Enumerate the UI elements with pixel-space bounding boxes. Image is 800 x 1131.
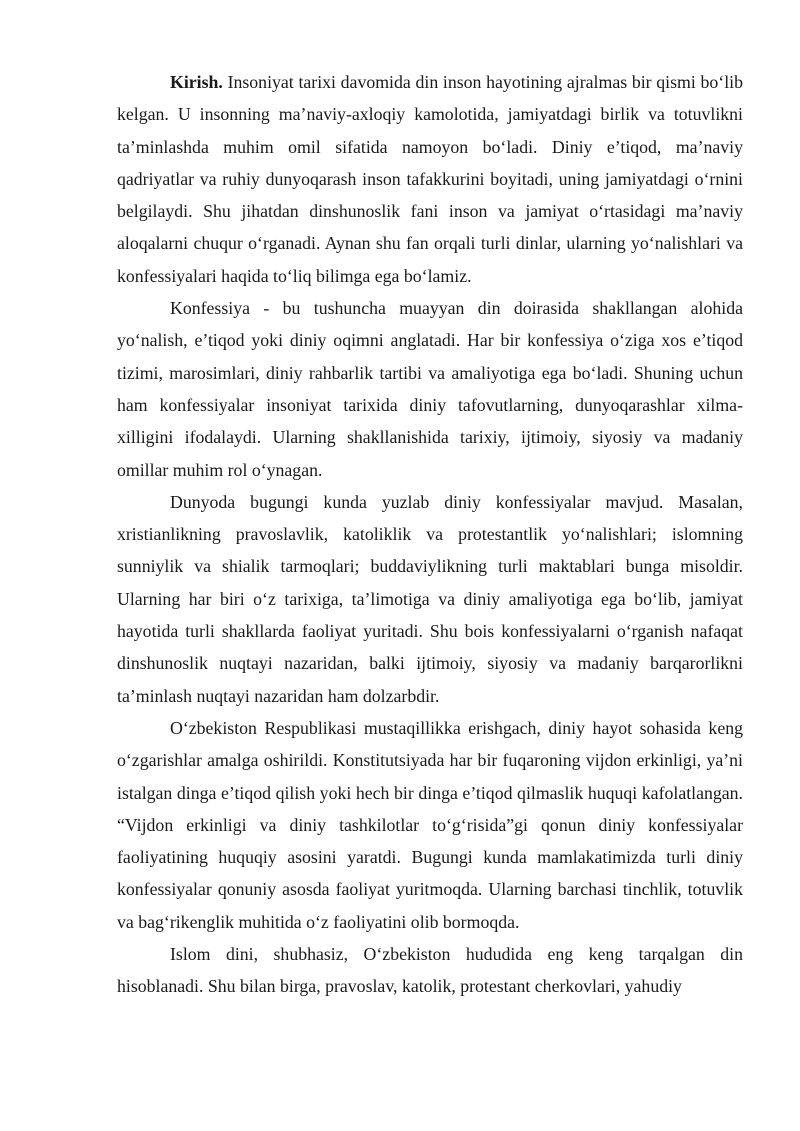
paragraph-islam: Islom dini, shubhasiz, O‘zbekiston hududida eng keng tarqalgan din hisoblanadi. Shu bilan birga, pravoslav, katolik, protestant cherkovlari, yahudiy <box>117 944 743 997</box>
paragraph-uzbekistan: O‘zbekiston Respublikasi mustaqillikka erishgach, diniy hayot sohasida keng o‘zgarishlar amalga oshirildi. Konstitutsiyada har bir fuqaroning vijdon erkinligi, ya’ni istalgan dinga e’tiqod qilish yoki hech bir dinga e’tiqod qilmaslik huquqi kafolatlangan. “Vijdon erkinligi va diniy tashkilotlar to‘g‘risida”gi qonun diniy konfessiyalar faoliyatining huquqiy asosini yaratdi. Bugungi kunda mamlakatimizda turli diniy konfessiyalar qonuniy asosda faoliyat yuritmoqda. Ularning barchasi tinchlik, totuvlik va bag‘rikenglik muhitida o‘z faoliyatini olib bormoqda. <box>117 717 743 932</box>
paragraph-world-confessions: Dunyoda bugungi kunda yuzlab diniy konfessiyalar mavjud. Masalan, xristianlikning pravoslavlik, katoliklik va protestantlik yo‘nalishlari; islomning sunniylik va shialik tarmoqlari; buddaviylikning turli maktablari bunga misoldir. Ularning har biri o‘z tarixiga, ta’limotiga va diniy amaliyotiga ega bo‘lib, jamiyat hayotida turli shakllarda faoliyat yuritadi. Shu bois konfessiyalarni o‘rganish nafaqat dinshunoslik nuqtayi nazaridan, balki ijtimoiy, siyosiy va madaniy barqarorlikni ta’minlash nuqtayi nazaridan ham dolzarbdir. <box>117 491 743 706</box>
paragraph-konfessiya: Konfessiya - bu tushuncha muayyan din doirasida shakllangan alohida yo‘nalish, e’tiqod yoki diniy oqimni anglatadi. Har bir konfessiya o‘ziga xos e’tiqod tizimi, marosimlari, diniy rahbarlik tartibi va amaliyotiga ega bo‘ladi. Shuning uchun ham konfessiyalar insoniyat tarixida diniy tafovutlarning, dunyoqarashlar xilma-xilligini ifodalaydi. Ularning shakllanishida tarixiy, ijtimoiy, siyosiy va madaniy omillar muhim rol o‘ynagan. <box>117 298 743 480</box>
document-body <box>117 66 743 1003</box>
intro-text: Insoniyat tarixi davomida din inson hayotining ajralmas bir qismi bo‘lib kelgan. U insonning ma’naviy-axloqiy kamolotida, jamiyatdagi birlik va totuvlikni ta’minlashda muhim omil sifatida namoyon bo‘ladi. Diniy e’tiqod, ma’naviy qadriyatlar va ruhiy dunyoqarash inson tafakkurini boyitadi, uning jamiyatdagi o‘rnini belgilaydi. Shu jihatdan dinshunoslik fani inson va jamiyat o‘rtasidagi ma’naviy aloqalarni chuqur o‘rganadi. Aynan shu fan orqali turli dinlar, ularning yo‘nalishlari va konfessiyalari haqida to‘liq bilimga ega bo‘lamiz. <box>117 72 743 286</box>
intro-heading: Kirish. <box>170 72 223 92</box>
paragraph-intro <box>117 66 743 292</box>
